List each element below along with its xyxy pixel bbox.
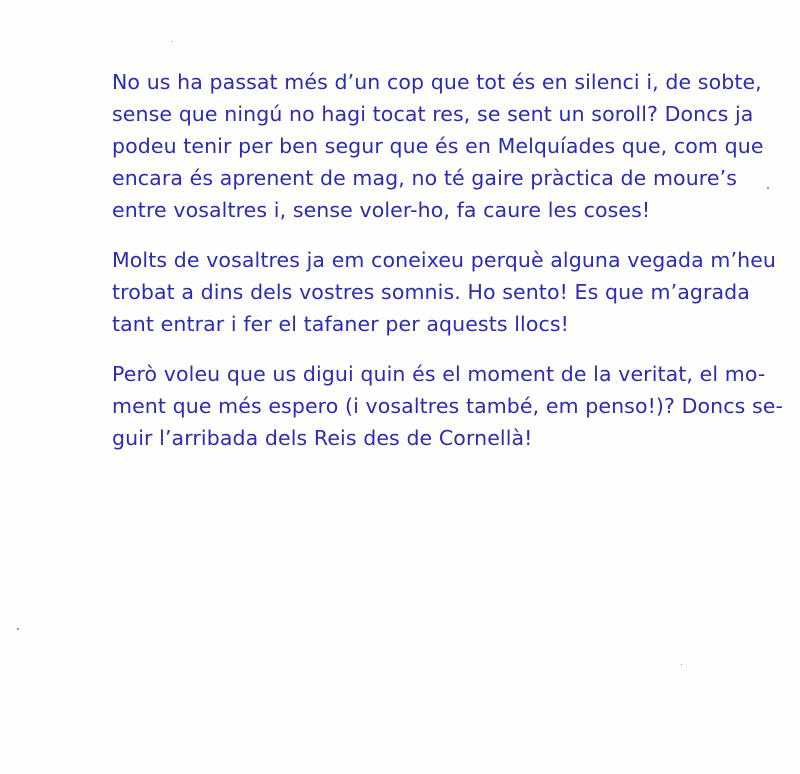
paragraph-3	[112, 358, 783, 454]
text-line: ment que més espero (i vosaltres també, em penso!)? Doncs se-	[112, 394, 783, 418]
text-line: tant entrar i fer el tafaner per aquests llocs!	[112, 312, 569, 336]
paper-speck	[681, 664, 682, 665]
text-line: Però voleu que us digui quin és el moment de la veritat, el mo-	[112, 362, 766, 386]
text-line: guir l’arribada dels Reis des de Cornellà!	[112, 426, 533, 450]
text-block	[112, 66, 783, 472]
paper-speck	[171, 41, 172, 42]
text-line: trobat a dins dels vostres somnis. Ho sento! Es que m’agrada	[112, 280, 750, 304]
text-line: No us ha passat més d’un cop que tot és en silenci i, de sobte,	[112, 70, 762, 94]
text-line: Molts de vosaltres ja em coneixeu perquè alguna vegada m’heu	[112, 248, 777, 272]
paper-speck	[767, 187, 769, 189]
paragraph-1	[112, 66, 764, 226]
text-line: encara és aprenent de mag, no té gaire pràctica de moure’s	[112, 166, 737, 190]
text-line: podeu tenir per ben segur que és en Melquíades que, com que	[112, 134, 764, 158]
text-line: entre vosaltres i, sense voler-ho, fa caure les coses!	[112, 198, 651, 222]
text-line: sense que ningú no hagi tocat res, se sent un soroll? Doncs ja	[112, 102, 754, 126]
paper-speck	[17, 628, 19, 630]
paragraph-2	[112, 244, 777, 340]
